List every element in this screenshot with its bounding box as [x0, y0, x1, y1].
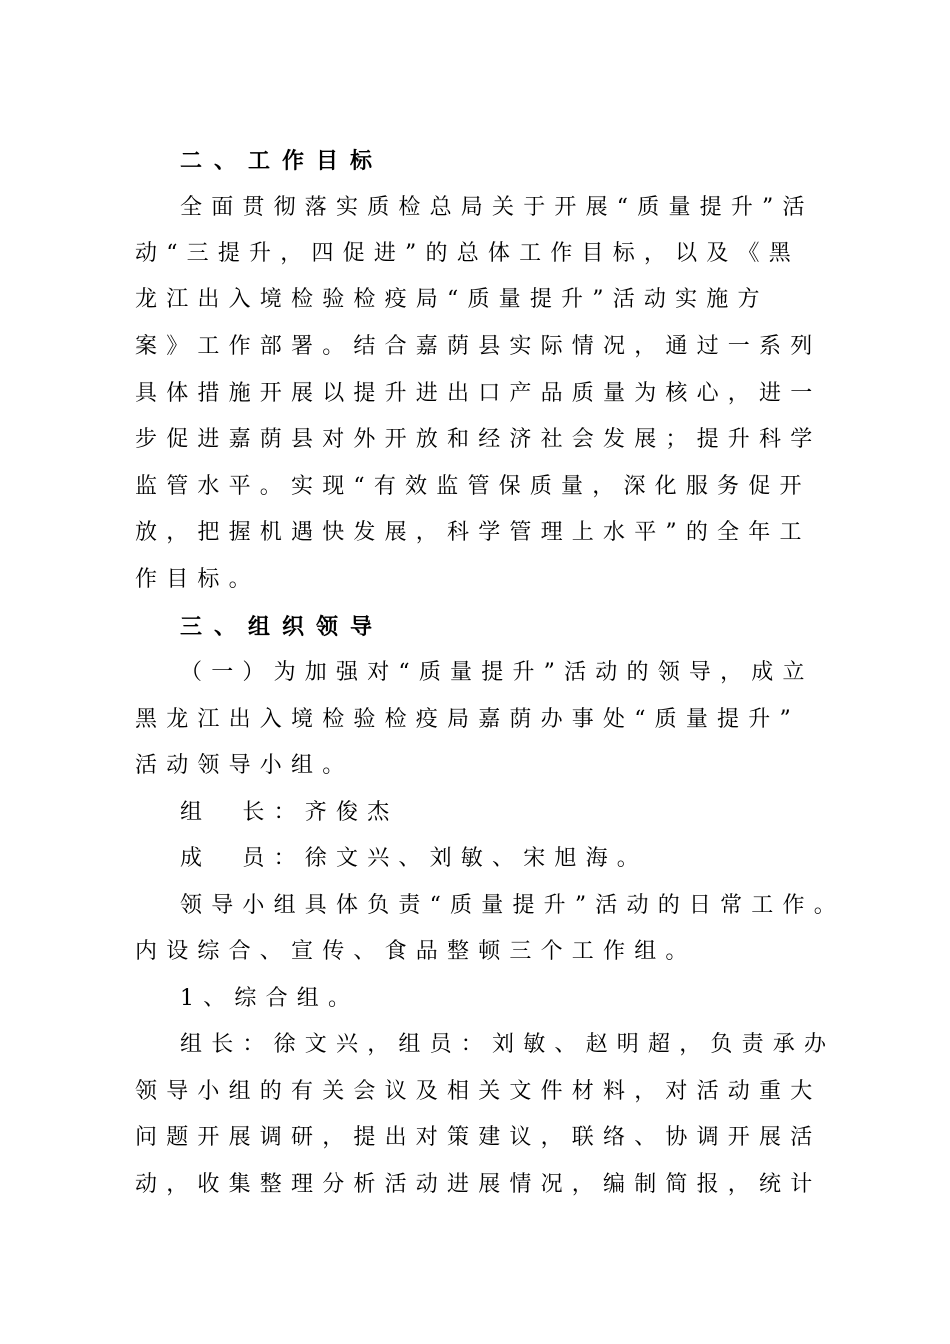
paragraph-line: 放，把握机遇快发展，科学管理上水平”的全年工 — [135, 520, 811, 545]
paragraph-line: 步促进嘉荫县对外开放和经济社会发展；提升科学 — [135, 427, 822, 452]
paragraph-line: 动“三提升，四促进”的总体工作目标，以及《黑 — [135, 241, 800, 266]
paragraph-line: 动，收集整理分析活动进展情况，编制简报，统计 — [135, 1172, 822, 1197]
paragraph-line: 案》工作部署。结合嘉荫县实际情况，通过一系列 — [135, 334, 822, 359]
paragraph-line: 龙江出入境检验检疫局“质量提升”活动实施方 — [135, 287, 769, 312]
paragraph-line: 问题开展调研，提出对策建议，联络、协调开展活 — [135, 1125, 822, 1150]
paragraph-line: 活动领导小组。 — [135, 753, 354, 778]
paragraph-line: 组长：徐文兴，组员：刘敏、赵明超，负责承办 — [180, 1032, 836, 1057]
paragraph-line: 全面贯彻落实质检总局关于开展“质量提升”活 — [180, 195, 814, 220]
section-heading-work-goals: 二、工作目标 — [180, 148, 385, 174]
paragraph-line: 具体措施开展以提升进出口产品质量为核心，进一 — [135, 381, 822, 406]
section-heading-organization: 三、组织领导 — [180, 614, 385, 640]
paragraph-line: 领导小组具体负责“质量提升”活动的日常工作。 — [180, 893, 845, 918]
paragraph-line: 监管水平。实现“有效监管保质量，深化服务促开 — [135, 474, 811, 499]
paragraph-line: 领导小组的有关会议及相关文件材料，对活动重大 — [135, 1079, 822, 1104]
paragraph-line: 作目标。 — [135, 567, 260, 592]
group-leader-line: 组 长：齐俊杰 — [180, 800, 399, 825]
paragraph-line: （一）为加强对“质量提升”活动的领导，成立 — [180, 660, 814, 685]
paragraph-line: 黑龙江出入境检验检疫局嘉荫办事处“质量提升” — [135, 707, 800, 732]
subsection-title-general-group: 1、综合组。 — [180, 986, 360, 1011]
paragraph-line: 内设综合、宣传、食品整顿三个工作组。 — [135, 939, 697, 964]
group-members-line: 成 员：徐文兴、刘敏、宋旭海。 — [180, 846, 649, 871]
